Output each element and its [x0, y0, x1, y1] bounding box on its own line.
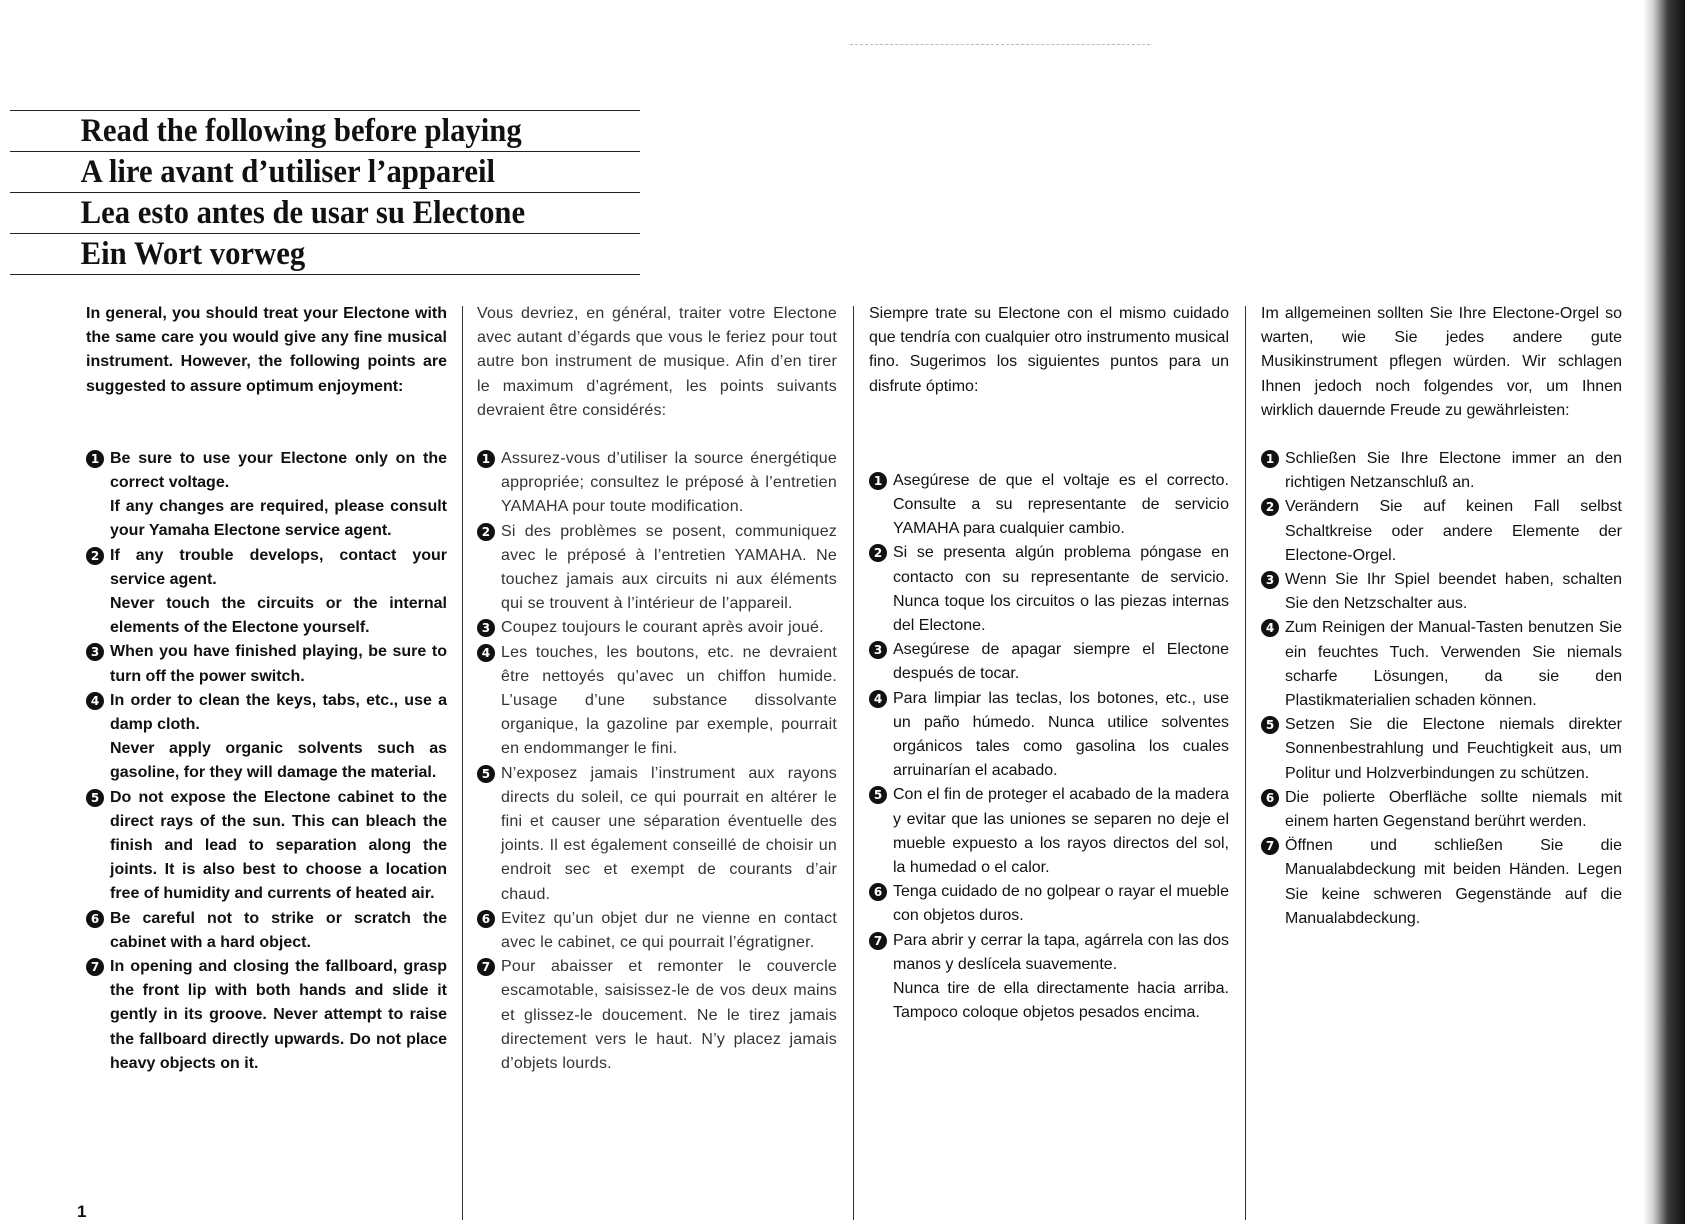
- number-badge-icon: 5: [869, 786, 887, 804]
- care-list-item: [869, 687, 1229, 784]
- care-list-item: [869, 469, 1229, 542]
- number-badge-icon: 2: [1261, 498, 1279, 516]
- item-text: Si des problèmes se posent, communiquez avec le préposé à l’entretien YAMAHA. Ne touchez jamais aux circuits ni aux éléments qui se trouvent à l’intérieur de l’appareil.: [501, 522, 837, 613]
- care-list-item: [86, 447, 447, 544]
- item-text: Schließen Sie Ihre Electone immer an den richtigen Netzanschluß an.: [1285, 450, 1622, 492]
- number-badge-icon: 6: [477, 910, 495, 928]
- number-badge-icon: 4: [477, 644, 495, 662]
- number-badge-icon: 4: [86, 692, 104, 710]
- number-badge-icon: 4: [1261, 619, 1279, 637]
- page-number: 1: [77, 1202, 87, 1221]
- care-list-item: [86, 689, 447, 786]
- item-text: Asegúrese de apagar siempre el Electone después de tocar.: [893, 641, 1229, 683]
- care-list-item: [869, 638, 1229, 686]
- column-french: [477, 302, 837, 1076]
- title-rule: [10, 274, 640, 275]
- number-badge-icon: 5: [1261, 716, 1279, 734]
- item-text: Be careful not to strike or scratch the cabinet with a hard object.: [110, 909, 447, 951]
- item-text: Öffnen und schließen Sie die Manualabdeckung mit beiden Händen. Legen Sie keine schweren Gegenstände auf die Manualabdeckung.: [1285, 837, 1622, 927]
- care-list-item: [1261, 786, 1622, 834]
- item-text: Be sure to use your Electone only on the correct voltage.: [110, 449, 447, 492]
- number-badge-icon: 3: [869, 641, 887, 659]
- item-text: Tenga cuidado de no golpear o rayar el mueble con objetos duros.: [893, 883, 1229, 925]
- item-text: Con el fin de proteger el acabado de la madera y evitar que las uniones se separen no deje el mueble expuesto a los rayos directos del sol, la humedad o el calor.: [893, 786, 1229, 877]
- item-text: Die polierte Oberfläche sollte niemals mit einem harten Gegenstand berührt werden.: [1285, 788, 1622, 831]
- item-text: Para abrir y cerrar la tapa, agárrela con las dos manos y deslícela suavemente.: [893, 931, 1229, 973]
- care-list: [1261, 447, 1622, 931]
- care-list-item: [477, 641, 837, 762]
- number-badge-icon: 2: [477, 523, 495, 541]
- item-text: Never apply organic solvents such as gasoline, for they will damage the material.: [110, 740, 447, 782]
- item-text: Do not expose the Electone cabinet to the direct rays of the sun. This can bleach the finish and lead to separation along the joints. It is also best to choose a location free of humidity and currents of heated air.: [110, 788, 447, 903]
- item-text: Wenn Sie Ihr Spiel beendet haben, schalten Sie den Netzschalter aus.: [1285, 571, 1622, 613]
- item-text: Verändern Sie auf keinen Fall selbst Schaltkreise oder andere Elemente der Electone-Orgel.: [1285, 498, 1622, 564]
- number-badge-icon: 2: [869, 544, 887, 562]
- care-list: [869, 469, 1229, 1026]
- care-list-item: [86, 640, 447, 688]
- item-text: Zum Reinigen der Manual-Tasten benutzen Sie ein feuchtes Tuch. Verwenden Sie niemals scharfe Lösungen, da sie den Plastikmaterialien schaden können.: [1285, 619, 1622, 710]
- title-french: A lire avant d’utiliser l’appareil: [80, 154, 496, 190]
- number-badge-icon: 7: [86, 958, 104, 976]
- intro-paragraph: Vous devriez, en général, traiter votre Electone avec autant d’égards que vous le feriez pour tout autre bon instrument de musique. Afin d’en tirer le maximum d’agrément, les points suivants devraient être considérés:: [477, 305, 837, 419]
- care-list-item: [477, 955, 837, 1076]
- care-list-item: [477, 762, 837, 907]
- item-text: Never touch the circuits or the internal elements of the Electone yourself.: [110, 595, 447, 637]
- care-list-item: [869, 541, 1229, 638]
- column-divider: [462, 306, 463, 1220]
- care-list-item: [1261, 495, 1622, 568]
- number-badge-icon: 1: [86, 450, 104, 468]
- number-badge-icon: 3: [477, 619, 495, 637]
- care-list-item: [86, 786, 447, 907]
- care-list: [86, 447, 447, 1076]
- care-list-item: [86, 544, 447, 641]
- item-text: Nunca tire de ella directamente hacia arriba. Tampoco coloque objetos pesados encima.: [893, 980, 1229, 1022]
- number-badge-icon: 2: [86, 547, 104, 565]
- number-badge-icon: 7: [869, 932, 887, 950]
- scan-artifact: [850, 44, 1150, 45]
- care-list-item: [1261, 616, 1622, 713]
- care-list-item: [86, 907, 447, 955]
- item-text: In opening and closing the fallboard, grasp the front lip with both hands and slide it gently in its groove. Never attempt to raise the fallboard directly upwards. Do not place heavy objects on it.: [110, 958, 447, 1072]
- column-divider: [853, 306, 854, 1220]
- item-text: Evitez qu’un objet dur ne vienne en contact avec le cabinet, ce qui pourrait l’égratigner.: [501, 909, 837, 952]
- care-list-item: [1261, 713, 1622, 786]
- number-badge-icon: 5: [477, 765, 495, 783]
- item-text: Assurez-vous d’utiliser la source énergétique appropriée; consultez le préposé à l’entretien YAMAHA pour toute modification.: [501, 450, 837, 516]
- number-badge-icon: 1: [477, 450, 495, 468]
- item-text: When you have finished playing, be sure to turn off the power switch.: [110, 643, 447, 685]
- intro-paragraph: Im allgemeinen sollten Sie Ihre Electone-Orgel so warten, wie Sie jedes andere gute Musikinstrument pflegen würden. Wir schlagen Ihnen jedoch noch folgendes vor, um Ihnen wirklich dauernde Freude zu gewährleisten:: [1261, 305, 1622, 419]
- column-german: [1261, 302, 1622, 931]
- care-list-item: [869, 880, 1229, 928]
- number-badge-icon: 1: [869, 472, 887, 490]
- item-text: If any changes are required, please consult your Yamaha Electone service agent.: [110, 498, 447, 540]
- care-list-item: [477, 447, 837, 520]
- item-text: Para limpiar las teclas, los botones, etc., use un paño húmedo. Nunca utilice solventes orgánicos tales como gasolina los cuales arruinarían el acabado.: [893, 689, 1229, 780]
- title-german: Ein Wort vorweg: [80, 236, 306, 272]
- item-text: Coupez toujours le courant après avoir joué.: [501, 619, 824, 637]
- care-list-item: [86, 955, 447, 1076]
- number-badge-icon: 6: [869, 883, 887, 901]
- number-badge-icon: 7: [1261, 837, 1279, 855]
- number-badge-icon: 6: [86, 910, 104, 928]
- care-list-item: [477, 907, 837, 955]
- item-text: If any trouble develops, contact your service agent.: [110, 546, 447, 588]
- number-badge-icon: 1: [1261, 450, 1279, 468]
- item-text: In order to clean the keys, tabs, etc., use a damp cloth.: [110, 691, 447, 734]
- care-list-item: [1261, 568, 1622, 616]
- title-block: [10, 110, 640, 275]
- intro-paragraph: Siempre trate su Electone con el mismo cuidado que tendría con cualquier otro instrumento musical fino. Sugerimos los siguientes puntos para un disfrute óptimo:: [869, 305, 1229, 395]
- column-english: [86, 302, 447, 1076]
- title-spanish: Lea esto antes de usar su Electone: [80, 195, 526, 231]
- number-badge-icon: 6: [1261, 789, 1279, 807]
- intro-paragraph: In general, you should treat your Electone with the same care you would give any fine musical instrument. However, the following points are suggested to assure optimum enjoyment:: [86, 305, 447, 395]
- care-list-item: [477, 616, 837, 640]
- care-list: [477, 447, 837, 1076]
- title-english: Read the following before playing: [80, 113, 522, 149]
- item-text: Asegúrese de que el voltaje es el correcto. Consulte a su representante de servicio YAMAHA para cualquier cambio.: [893, 471, 1229, 538]
- number-badge-icon: 3: [86, 643, 104, 661]
- item-text: Setzen Sie die Electone niemals direkter Sonnenbestrahlung und Feuchtigkeit aus, um Politur und Holzverbindungen zu schützen.: [1285, 716, 1622, 782]
- number-badge-icon: 7: [477, 958, 495, 976]
- care-list-item: [477, 520, 837, 617]
- column-spanish: [869, 302, 1229, 1025]
- item-text: Les touches, les boutons, etc. ne devraient être nettoyés qu’avec un chiffon humide. L’usage d’une substance dissolvante organique, la gazoline par exemple, pourrait en endommanger le fini.: [501, 643, 837, 758]
- column-divider: [1245, 306, 1246, 1220]
- care-list-item: [1261, 447, 1622, 495]
- number-badge-icon: 4: [869, 690, 887, 708]
- scan-edge-shadow: [1643, 0, 1685, 1224]
- item-text: Pour abaisser et remonter le couvercle escamotable, saisissez-le de vos deux mains et glissez-le doucement. Ne le tirez jamais directement vers le haut. N’y placez jamais d’objets lourds.: [501, 958, 837, 1073]
- care-list-item: [869, 929, 1229, 1026]
- number-badge-icon: 3: [1261, 571, 1279, 589]
- number-badge-icon: 5: [86, 789, 104, 807]
- care-list-item: [1261, 834, 1622, 931]
- care-list-item: [869, 783, 1229, 880]
- item-text: N’exposez jamais l’instrument aux rayons directs du soleil, ce qui pourrait en altérer le fini et causer une séparation éventuelle des joints. Il est également conseillé de choisir un endroit sec et exempt de courants d’air chaud.: [501, 764, 837, 903]
- item-text: Si se presenta algún problema póngase en contacto con su representante de servicio. Nunca toque los circuitos o las piezas internas del Electone.: [893, 544, 1229, 635]
